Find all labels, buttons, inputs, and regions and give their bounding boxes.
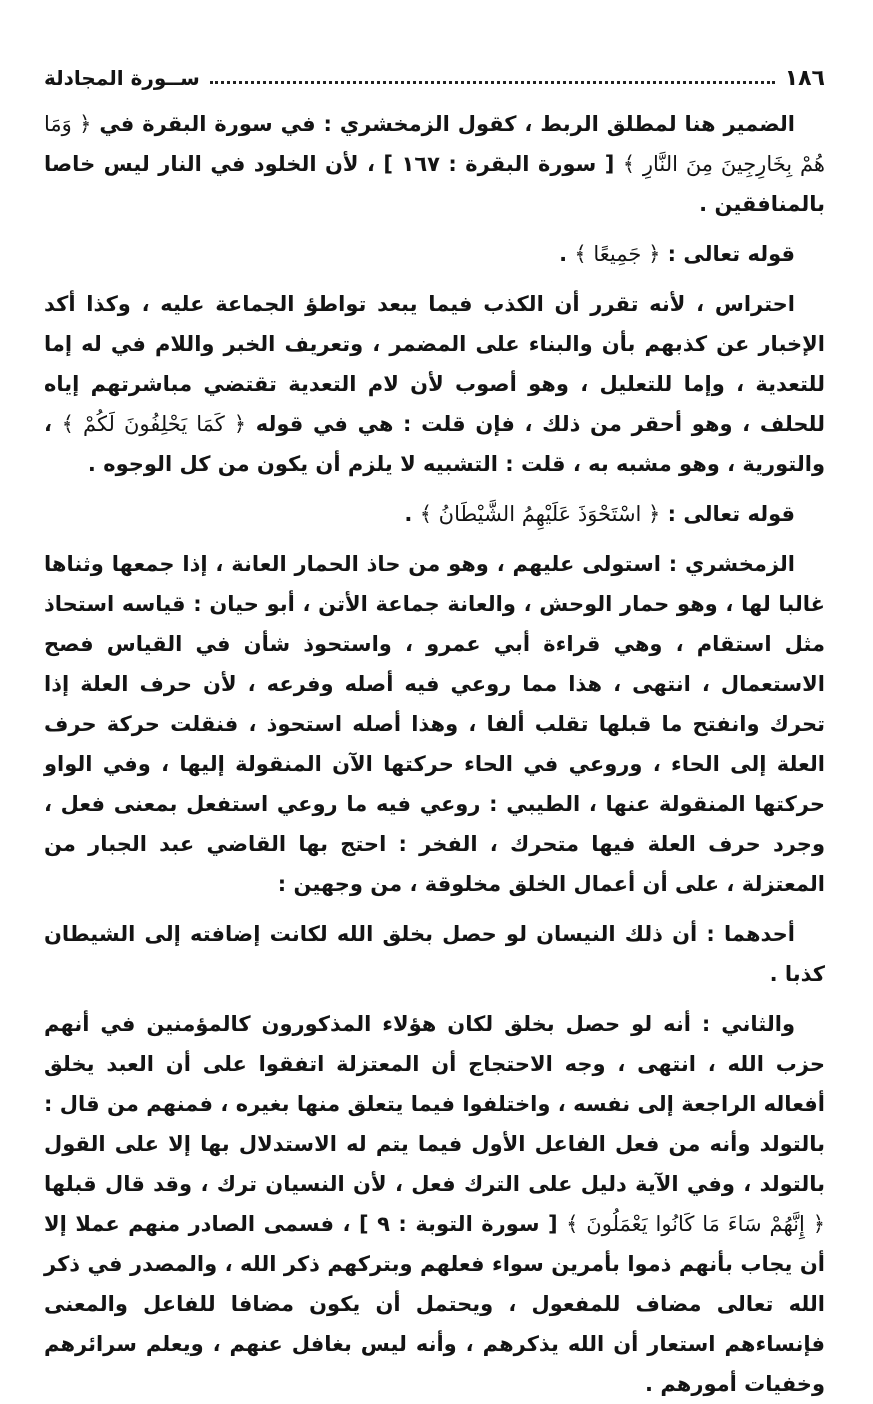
paragraph-4 [44,494,825,534]
paragraph-text: قوله تعالى : [660,502,795,526]
paragraph-6 [44,914,825,994]
quran-verse: ﴿ إِنَّهُمْ سَاءَ مَا كَانُوا يَعْمَلُونَ ﴾ [566,1212,825,1236]
header-dotted-leader [210,81,775,84]
page-number: ١٨٦ [784,65,825,91]
paragraph-text: والثاني : أنه لو حصل بخلق لكان هؤلاء المذكورون كالمؤمنين في أنهم حزب الله ، انتهى ، وجه الاحتجاج أن المعتزلة اتفقوا على أن العبد يخلق أفعاله الراجعة إلى نفسه ، واختلفوا فيما يتعلق منها بغيره ، فمنهم من قال : بالتولد وأنه من فعل الفاعل الأول فيما يتم له الاستدلال بها إلا على القول بالتولد ، وفي الآية دليل على الترك فعل ، لأن النسيان ترك ، وقد قال قبلها [44,1012,825,1196]
paragraph-3 [44,284,825,484]
paragraph-text: احتراس ، لأنه تقرر أن الكذب فيما يبعد تواطؤ الجماعة عليه ، وكذا أكد الإخبار عن كذبهم بأن والبناء على المضمر ، وتعريف الخبر واللام في له إما للتعدية ، وإما للتعليل ، وهو أصوب لأن لام التعدية تقتضي مباشرتهم إياه للحلف ، وهو أحقر من ذلك ، فإن قلت : هي في قوله [44,292,825,436]
paragraph-text: الزمخشري : استولى عليهم ، وهو من حاذ الحمار العانة ، إذا جمعها وثناها غالبا لها ، وهو حمار الوحش ، والعانة جماعة الأتن ، أبو حيان : قياسه استحاذ مثل استقام ، وهي قراءة أبي عمرو ، واستحوذ شأن في القياس فصح الاستعمال ، انتهى ، هذا مما روعي فيه أصله وفرعه ، لأن حرف العلة إذا تحرك وانفتح ما قبلها تقلب ألفا ، وهذا أصله استحوذ ، فنقلت حركة حرف العلة إلى الحاء ، وروعي في الحاء حركتها الآن المنقولة إليها ، وفي الواو حركتها المنقولة عنها ، الطيبي : روعي فيه ما روعي استفعل بمعنى فعل ، وجرد حرف العلة فيها متحرك ، الفخر : احتج بها القاضي عبد الجبار من المعتزلة ، على أن أعمال الخلق مخلوقة ، من وجهين : [44,552,825,896]
running-header [44,62,825,94]
surah-title: ســورة المجادلة [44,66,200,90]
paragraph-text: [ سورة البقرة : ١٦٧ ] ، لأن الخلود في النار ليس خاصا بالمنافقين . [44,152,825,216]
paragraph-text: [ سورة التوبة : ٩ ] ، فسمى الصادر منهم عملا إلا أن يجاب بأنهم ذموا بأمرين سواء فعلهم وبتركهم ذكر الله ، والمصدر في ذكر الله تعالى مضاف للمفعول ، ويحتمل أن يكون مضافا للفاعل والمعنى فإنساءهم استعار أن الله يذكرهم ، وأنه ليس بغافل عنهم ، ويعلم سرائرهم وخفيات أمورهم . [44,1212,825,1396]
paragraph-text: الضمير هنا لمطلق الربط ، كقول الزمخشري : في سورة البقرة في [91,112,795,136]
paragraph-text: قوله تعالى : [660,242,795,266]
quran-verse: ﴿ وَمَا هُمْ بِخَارِجِينَ مِنَ النَّارِ ﴾ [44,112,825,176]
body-text [44,104,825,1404]
paragraph-text: . [559,242,575,266]
paragraph-text: أحدهما : أن ذلك النيسان لو حصل بخلق الله لكانت إضافته إلى الشيطان كذبا . [44,922,825,986]
paragraph-7 [44,1004,825,1404]
quran-verse: ﴿ جَمِيعًا ﴾ [574,242,661,266]
paragraph-text: ، والتورية ، وهو مشبه به ، قلت : التشبيه لا يلزم أن يكون من كل الوجوه . [44,412,825,476]
paragraph-5 [44,544,825,904]
paragraph-1 [44,104,825,224]
quran-verse: ﴿ اسْتَحْوَذَ عَلَيْهِمُ الشَّيْطَانُ ﴾ [419,502,661,526]
paragraph-2 [44,234,825,274]
paragraph-text: . [404,502,420,526]
quran-verse: ﴿ كَمَا يَحْلِفُونَ لَكُمْ ﴾ [61,412,247,436]
